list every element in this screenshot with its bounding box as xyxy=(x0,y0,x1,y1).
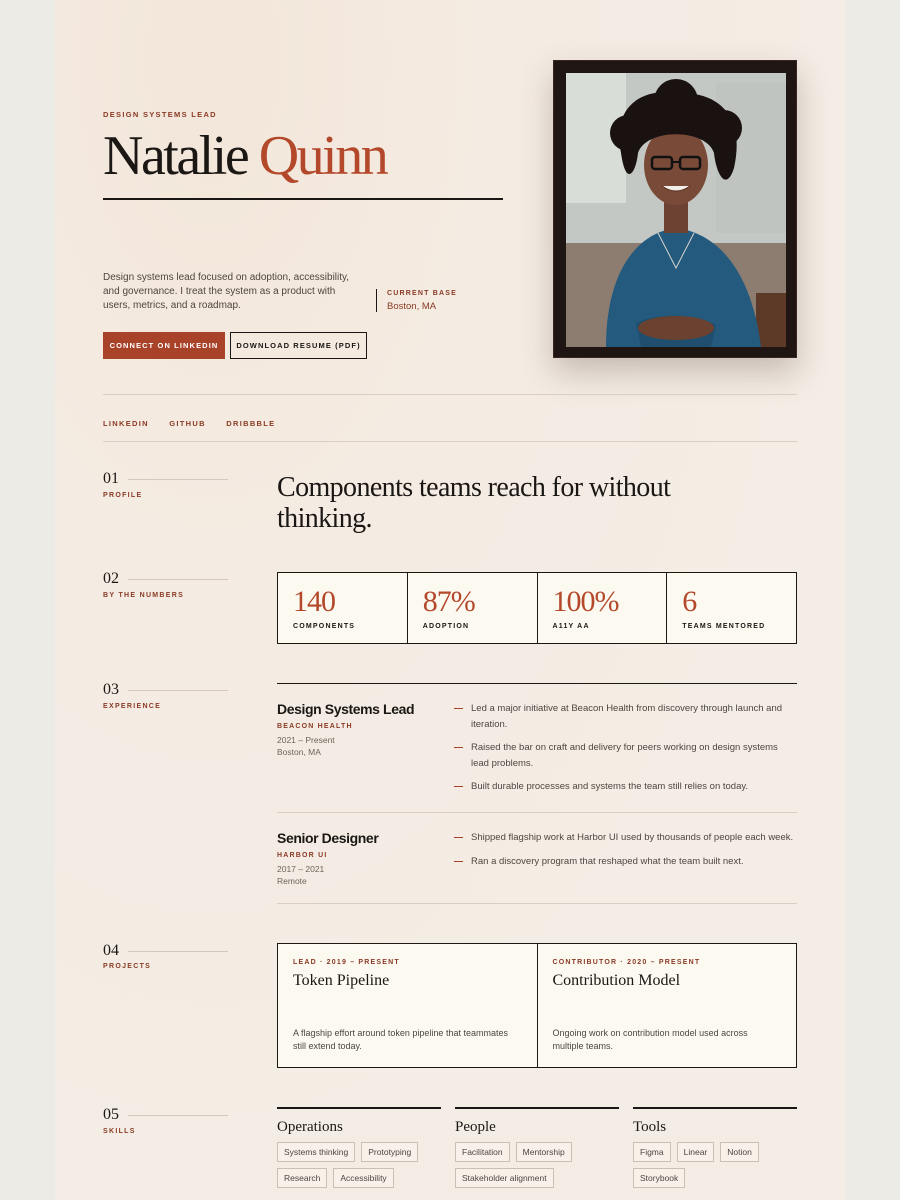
job-title: Senior Designer xyxy=(277,830,379,846)
project-description: Ongoing work on contribution model used across multiple teams. xyxy=(552,1028,748,1051)
job-meta xyxy=(277,863,447,887)
bio-text: Design systems lead focused on adoption, accessibility, and governance. I treat the system as a product with users, metrics, and a roadmap. xyxy=(103,272,350,311)
name-divider xyxy=(103,198,503,200)
project-meta: CONTRIBUTOR · 2020 – PRESENT xyxy=(552,959,701,966)
section-label-profile: PROFILE xyxy=(103,492,143,499)
stat-value: 87% xyxy=(422,585,475,618)
section-number-projects: 04 xyxy=(103,942,119,959)
job-bullet: Built durable processes and systems the team still relies on today. xyxy=(454,779,797,795)
stat-value: 6 xyxy=(682,585,697,618)
skill-chip: Figma xyxy=(633,1142,671,1162)
job-bullet: Ran a discovery program that reshaped what the team built next. xyxy=(454,854,797,870)
connect-linkedin-button[interactable]: CONNECT ON LINKEDIN xyxy=(103,332,225,359)
current-base-value: Boston, MA xyxy=(387,301,437,312)
section-label-projects: PROJECTS xyxy=(103,963,152,970)
portrait-photo xyxy=(566,73,786,347)
job-bullets-1 xyxy=(454,701,797,803)
social-links xyxy=(103,413,291,431)
section-line-numbers xyxy=(128,579,228,580)
social-link-github[interactable]: GITHUB xyxy=(169,419,206,428)
base-divider xyxy=(376,289,377,312)
project-card[interactable] xyxy=(538,944,797,1067)
job-entry-1 xyxy=(277,701,447,758)
skill-chip: Facilitation xyxy=(455,1142,510,1162)
job-title: Design Systems Lead xyxy=(277,701,415,717)
skills-column-people xyxy=(455,1107,619,1194)
skill-chip: Systems thinking xyxy=(277,1142,355,1162)
skills-column-operations xyxy=(277,1107,441,1194)
job-bullets-2 xyxy=(454,830,797,877)
project-title: Contribution Model xyxy=(552,972,681,989)
social-link-dribbble[interactable]: DRIBBBLE xyxy=(226,419,276,428)
download-resume-button[interactable]: DOWNLOAD RESUME (PDF) xyxy=(230,332,367,359)
stat-card xyxy=(538,573,668,643)
stat-label: COMPONENTS xyxy=(293,623,356,630)
skills-column-title: Tools xyxy=(633,1119,667,1135)
portrait-illustration xyxy=(566,73,786,347)
skills-column-title: People xyxy=(455,1119,496,1135)
skills-column-rule xyxy=(455,1107,619,1109)
skill-chip: Prototyping xyxy=(361,1142,418,1162)
section-number-profile: 01 xyxy=(103,470,119,487)
skills-column-tools xyxy=(633,1107,797,1194)
portrait-frame xyxy=(553,60,797,358)
job-location: Remote xyxy=(277,876,307,886)
skills-chips xyxy=(277,1142,441,1194)
person-name xyxy=(103,125,387,187)
first-name: Natalie xyxy=(103,125,248,187)
experience-top-rule xyxy=(277,683,797,684)
experience-bottom-rule xyxy=(277,903,797,904)
project-title: Token Pipeline xyxy=(293,972,390,989)
skills-column-rule xyxy=(277,1107,441,1109)
current-base-label: CURRENT BASE xyxy=(387,290,458,297)
section-line-projects xyxy=(128,951,228,952)
stat-label: A11Y AA xyxy=(552,623,590,630)
stat-card xyxy=(667,573,796,643)
job-meta xyxy=(277,734,447,758)
section-line-experience xyxy=(128,690,228,691)
project-card[interactable] xyxy=(278,944,538,1067)
section-number-skills: 05 xyxy=(103,1106,119,1123)
stat-label: TEAMS MENTORED xyxy=(682,623,766,630)
section-label-experience: EXPERIENCE xyxy=(103,703,162,710)
job-entry-2 xyxy=(277,830,447,887)
stat-value: 100% xyxy=(552,585,619,618)
stat-label: ADOPTION xyxy=(422,623,470,630)
social-divider-top xyxy=(103,394,797,395)
stat-value: 140 xyxy=(293,585,335,618)
skill-chip: Mentorship xyxy=(516,1142,572,1162)
stat-card xyxy=(408,573,538,643)
projects-grid xyxy=(277,943,797,1068)
skill-chip: Storybook xyxy=(633,1168,685,1188)
section-line-profile xyxy=(128,479,228,480)
job-location: Boston, MA xyxy=(277,747,321,757)
section-label-skills: SKILLS xyxy=(103,1128,136,1135)
project-meta: LEAD · 2019 – PRESENT xyxy=(293,959,400,966)
job-bullet: Shipped flagship work at Harbor UI used by thousands of people each week. xyxy=(454,830,797,846)
section-label-numbers: BY THE NUMBERS xyxy=(103,592,185,599)
skills-column-rule xyxy=(633,1107,797,1109)
skill-chip: Stakeholder alignment xyxy=(455,1168,554,1188)
section-number-experience: 03 xyxy=(103,681,119,698)
section-number-numbers: 02 xyxy=(103,570,119,587)
skills-chips xyxy=(455,1142,619,1194)
skill-chip: Accessibility xyxy=(333,1168,393,1188)
social-link-linkedin[interactable]: LINKEDIN xyxy=(103,419,149,428)
stats-grid xyxy=(277,572,797,644)
job-bullet: Raised the bar on craft and delivery for peers working on design systems lead problems. xyxy=(454,740,797,771)
social-divider-bottom xyxy=(103,441,797,442)
stat-card xyxy=(278,573,408,643)
job-dates: 2021 – Present xyxy=(277,735,335,745)
job-company: BEACON HEALTH xyxy=(277,723,353,730)
skill-chip: Research xyxy=(277,1168,327,1188)
experience-divider xyxy=(277,812,797,813)
skills-chips xyxy=(633,1142,797,1194)
profile-headline: Components teams reach for without thinking. xyxy=(277,472,671,534)
resume-page xyxy=(55,0,845,1200)
role-eyebrow: DESIGN SYSTEMS LEAD xyxy=(103,110,217,119)
job-dates: 2017 – 2021 xyxy=(277,864,325,874)
job-bullet: Led a major initiative at Beacon Health from discovery through launch and iteration. xyxy=(454,701,797,732)
section-line-skills xyxy=(128,1115,228,1116)
skill-chip: Notion xyxy=(720,1142,759,1162)
job-company: HARBOR UI xyxy=(277,852,328,859)
project-description: A flagship effort around token pipeline that teammates still extend today. xyxy=(293,1028,508,1051)
skill-chip: Linear xyxy=(677,1142,715,1162)
skills-column-title: Operations xyxy=(277,1119,343,1135)
last-name: Quinn xyxy=(258,125,387,187)
